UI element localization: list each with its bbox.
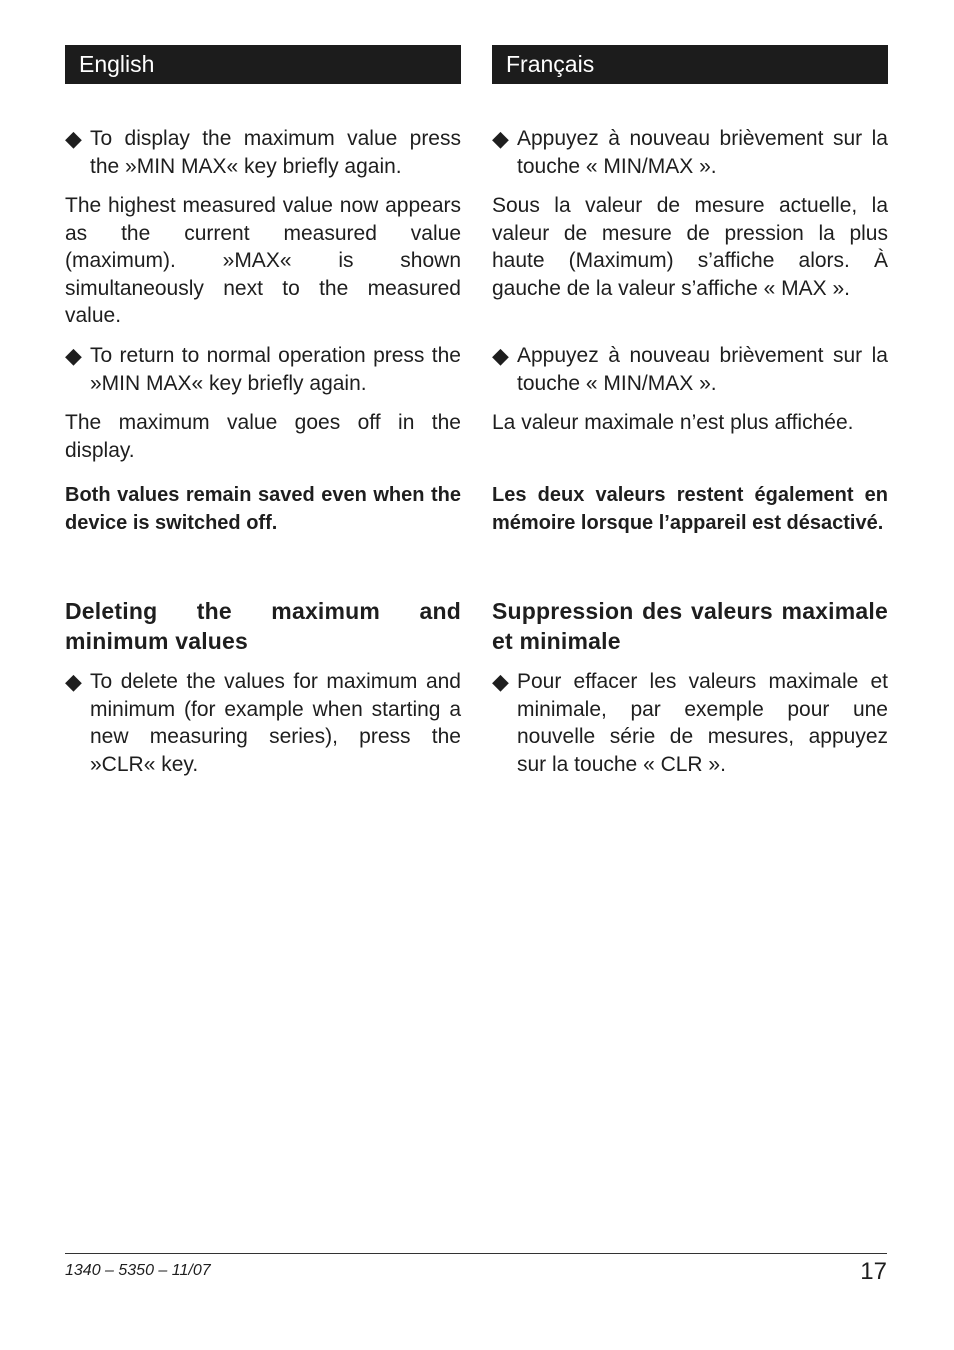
- instruction-text: To return to normal operation press the »MIN MAX« key briefly again.: [90, 344, 461, 395]
- diamond-bullet-icon: ◆: [492, 669, 509, 694]
- diamond-bullet-icon: ◆: [492, 343, 509, 368]
- document-code: 1340 – 5350 – 11/07: [65, 1262, 211, 1279]
- section-heading: Deleting the maximum and minimum values: [65, 598, 461, 654]
- diamond-bullet-icon: ◆: [65, 343, 82, 368]
- instruction-text: Pour effacer les valeurs maximale et minimale, par exemple pour une nouvelle série de mesures, appuyez sur la touche « CLR ».: [517, 670, 888, 776]
- diamond-bullet-icon: ◆: [492, 126, 509, 151]
- language-header-english: English: [65, 45, 461, 84]
- paragraph: La valeur maximale n’est plus affichée.: [492, 411, 854, 434]
- list-item: [492, 342, 888, 397]
- bold-note: Les deux valeurs restent également en mémoire lorsque l’appareil est désactivé.: [492, 484, 888, 534]
- english-section-delete: [65, 596, 461, 778]
- section-heading: Suppression des valeurs maximale et minimale: [492, 598, 888, 654]
- list-item: [65, 125, 461, 180]
- footer-divider: [65, 1253, 887, 1254]
- list-item: [65, 668, 461, 778]
- language-header-french: Français: [492, 45, 888, 84]
- list-item: [492, 125, 888, 180]
- page-number: 17: [860, 1258, 887, 1285]
- diamond-bullet-icon: ◆: [65, 126, 82, 151]
- instruction-text: To display the maximum value press the »MIN MAX« key briefly again.: [90, 127, 461, 178]
- english-section-normal-operation: [65, 342, 461, 464]
- paragraph: Sous la valeur de mesure actuelle, la valeur de mesure de pression la plus haute (Maximum) s’affiche alors. À gauche de la valeur s’affiche « MAX ».: [492, 194, 888, 300]
- paragraph: The highest measured value now appears as the current measured value (maximum). »MAX« is shown simultaneously next to the measured value.: [65, 194, 461, 327]
- english-section-show-max: [65, 125, 461, 330]
- french-section-delete: [492, 596, 888, 778]
- french-section-show-max: [492, 125, 888, 302]
- instruction-text: To delete the values for maximum and minimum (for example when starting a new measuring series), press the »CLR« key.: [90, 670, 461, 776]
- list-item: [492, 668, 888, 778]
- english-column: [65, 45, 461, 776]
- french-bold-note-block: [492, 482, 888, 537]
- french-column: [492, 45, 888, 776]
- french-section-normal-operation: [492, 342, 888, 437]
- diamond-bullet-icon: ◆: [65, 669, 82, 694]
- bold-note: Both values remain saved even when the device is switched off.: [65, 484, 461, 534]
- english-bold-note-block: [65, 482, 461, 537]
- instruction-text: Appuyez à nouveau brièvement sur la touche « MIN/MAX ».: [517, 127, 888, 178]
- list-item: [65, 342, 461, 397]
- instruction-text: Appuyez à nouveau brièvement sur la touche « MIN/MAX ».: [517, 344, 888, 395]
- paragraph: The maximum value goes off in the display.: [65, 411, 461, 462]
